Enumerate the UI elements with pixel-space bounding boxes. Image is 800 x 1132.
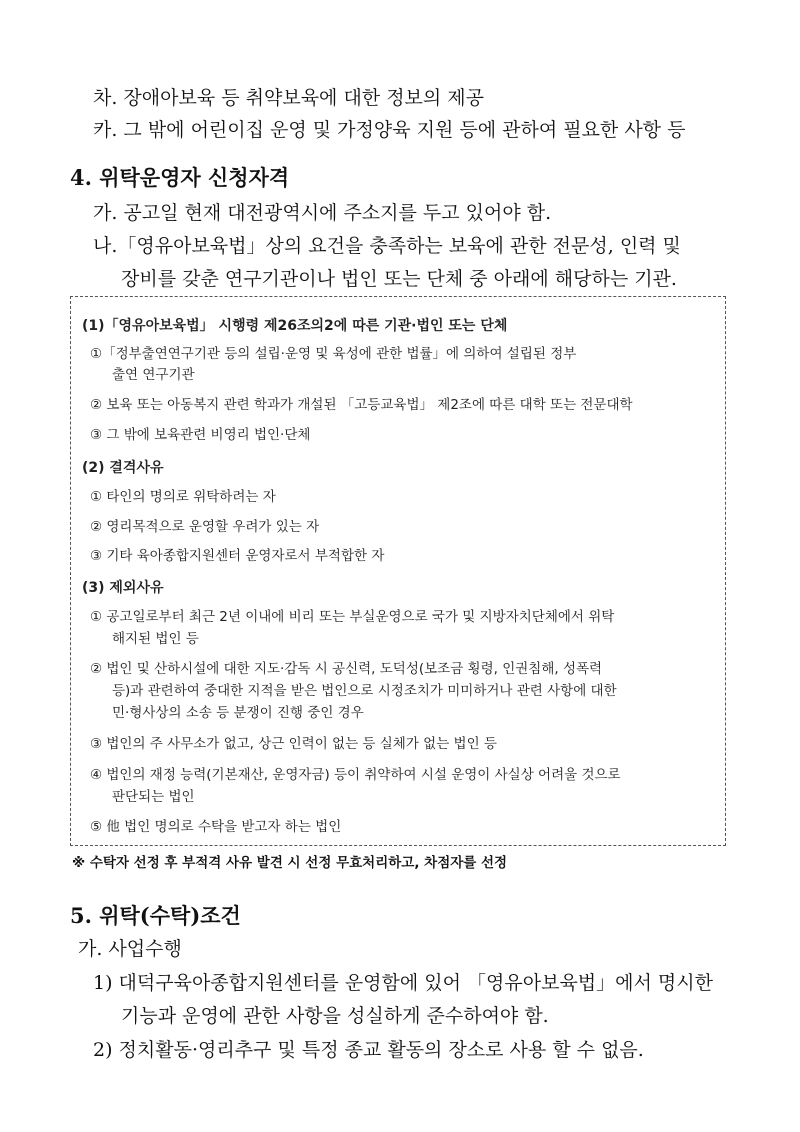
box-item: ①「정부출연연구기관 등의 설립·운영 및 육성에 관한 법률」에 의하여 설립된 정부 bbox=[90, 346, 577, 362]
box-item: ③ 기타 육아종합지원센터 운영자로서 부적합한 자 bbox=[90, 548, 385, 564]
box-item: ② 보육 또는 아동복지 관련 학과가 개설된 「고등교육법」 제2조에 따른 대학 또는 전문대학 bbox=[90, 397, 633, 413]
box-item-cont: 민·형사상의 소송 등 분쟁이 진행 중인 경우 bbox=[112, 705, 364, 721]
box-heading-3: (3) 제외사유 bbox=[82, 580, 164, 596]
box-item: ② 법인 및 산하시설에 대한 지도·감독 시 공신력, 도덕성(보조금 횡령, 인권침해, 성폭력 bbox=[90, 661, 603, 677]
section-4-item-na-line1: 나.「영유아보육법」상의 요건을 충족하는 보육에 관한 전문성, 인력 및 bbox=[93, 235, 681, 257]
box-item-cont: 해지된 법인 등 bbox=[112, 631, 199, 647]
box-item: ② 영리목적으로 운영할 우려가 있는 자 bbox=[90, 519, 320, 535]
section-4-item-ga: 가. 공고일 현재 대전광역시에 주소지를 두고 있어야 함. bbox=[93, 202, 552, 224]
box-item-cont: 출연 연구기관 bbox=[112, 367, 195, 383]
box-item: ③ 법인의 주 사무소가 없고, 상근 인력이 없는 등 실체가 없는 법인 등 bbox=[90, 736, 497, 752]
box-item: ① 타인의 명의로 위탁하려는 자 bbox=[90, 489, 276, 505]
eligibility-box bbox=[70, 296, 726, 846]
section-5-item-ga: 가. 사업수행 bbox=[78, 938, 182, 960]
section-4-heading: 4. 위탁운영자 신청자격 bbox=[70, 165, 290, 190]
section-5-item-1-line2: 기능과 운영에 관한 사항을 성실하게 준수하여야 함. bbox=[121, 1005, 549, 1027]
box-item-cont: 판단되는 법인 bbox=[112, 789, 195, 805]
section-4-item-na-line2: 장비를 갖춘 연구기관이나 법인 또는 단체 중 아래에 해당하는 기관. bbox=[121, 268, 677, 290]
item-cha: 차. 장애아보육 등 취약보육에 대한 정보의 제공 bbox=[93, 87, 485, 109]
box-heading-1: (1)「영유아보육법」 시행령 제26조의2에 따른 기관·법인 또는 단체 bbox=[82, 318, 508, 334]
box-item: ① 공고일로부터 최근 2년 이내에 비리 또는 부실운영으로 국가 및 지방자치단체에서 위탁 bbox=[90, 609, 615, 625]
box-item: ⑤ 他 법인 명의로 수탁을 받고자 하는 법인 bbox=[90, 819, 342, 835]
section-5-item-1-line1: 1) 대덕구육아종합지원센터를 운영함에 있어 「영유아보육법」에서 명시한 bbox=[93, 972, 713, 994]
box-heading-2: (2) 결격사유 bbox=[82, 460, 164, 476]
box-item-cont: 등)과 관련하여 중대한 지적을 받은 법인으로 시정조치가 미미하거나 관련 사항에 대한 bbox=[112, 683, 617, 699]
section-5-item-2: 2) 정치활동·영리추구 및 특정 종교 활동의 장소로 사용 할 수 없음. bbox=[93, 1039, 644, 1061]
box-item: ④ 법인의 재정 능력(기본재산, 운영자금) 등이 취약하여 시설 운영이 사실상 어려울 것으로 bbox=[90, 767, 621, 783]
selection-note: ※ 수탁자 선정 후 부적격 사유 발견 시 선정 무효처리하고, 차점자를 선정 bbox=[72, 855, 508, 871]
box-item: ③ 그 밖에 보육관련 비영리 법인·단체 bbox=[90, 427, 311, 443]
section-5-heading: 5. 위탁(수탁)조건 bbox=[70, 903, 241, 928]
item-ka: 카. 그 밖에 어린이집 운영 및 가정양육 지원 등에 관하여 필요한 사항 등 bbox=[93, 119, 686, 141]
